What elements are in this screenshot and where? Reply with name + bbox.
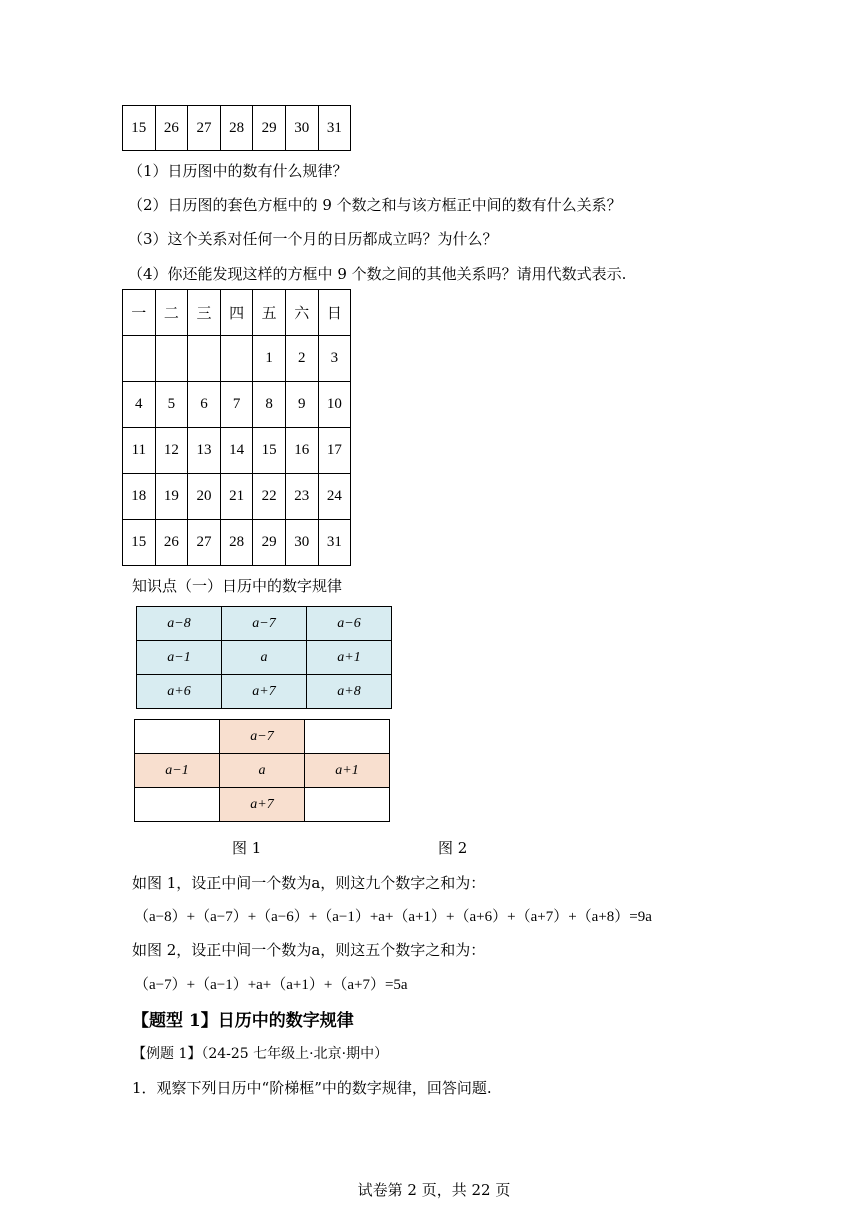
grid-cell: a+7 bbox=[222, 675, 307, 709]
table-cell: 8 bbox=[253, 382, 286, 428]
table-cell: 21 bbox=[220, 474, 253, 520]
table-cell: 9 bbox=[285, 382, 318, 428]
calendar-fragment-top bbox=[122, 105, 351, 151]
weekday-header: 日 bbox=[318, 290, 351, 336]
explanation-2: 如图 2，设正中间一个数为a，则这五个数字之和为： bbox=[132, 941, 486, 959]
table-row bbox=[123, 382, 351, 428]
grid-cell: a+1 bbox=[305, 754, 390, 788]
table-cell: 24 bbox=[318, 474, 351, 520]
grid-cell: a bbox=[220, 754, 305, 788]
table-cell: 6 bbox=[188, 382, 221, 428]
question-3: （3）这个关系对任何一个月的日历都成立吗？为什么？ bbox=[128, 230, 498, 248]
grid-cell bbox=[135, 720, 220, 754]
table-row bbox=[123, 336, 351, 382]
figure-2-caption: 图 2 bbox=[438, 839, 468, 857]
weekday-header: 二 bbox=[155, 290, 188, 336]
figure-1-grid bbox=[136, 606, 392, 709]
table-cell: 10 bbox=[318, 382, 351, 428]
calendar-table bbox=[122, 289, 351, 566]
weekday-header: 五 bbox=[253, 290, 286, 336]
table-cell: 17 bbox=[318, 428, 351, 474]
table-row bbox=[123, 520, 351, 566]
table-cell: 27 bbox=[188, 520, 221, 566]
grid-cell bbox=[305, 720, 390, 754]
grid-cell: a bbox=[222, 641, 307, 675]
question-4: （4）你还能发现这样的方框中 9 个数之间的其他关系吗？请用代数式表示. bbox=[128, 265, 627, 283]
grid-cell: a−6 bbox=[307, 607, 392, 641]
table-row bbox=[123, 474, 351, 520]
grid-cell: a+8 bbox=[307, 675, 392, 709]
table-cell: 23 bbox=[285, 474, 318, 520]
table-cell: 15 bbox=[123, 520, 156, 566]
explanation-1: 如图 1，设正中间一个数为a，则这九个数字之和为： bbox=[132, 874, 486, 892]
table-cell: 22 bbox=[253, 474, 286, 520]
page-footer: 试卷第 2 页，共 22 页 bbox=[357, 1181, 511, 1199]
example-label: 【例题 1】（24-25 七年级上·北京·期中） bbox=[132, 1046, 389, 1062]
table-cell: 29 bbox=[253, 106, 286, 151]
question-1: （1）日历图中的数有什么规律？ bbox=[128, 162, 348, 180]
weekday-header: 三 bbox=[188, 290, 221, 336]
grid-cell bbox=[135, 788, 220, 822]
table-cell: 26 bbox=[155, 520, 188, 566]
table-row bbox=[137, 607, 392, 641]
problem-text: 1．观察下列日历中“阶梯框”中的数字规律，回答问题. bbox=[132, 1079, 492, 1097]
table-row bbox=[123, 106, 351, 151]
table-cell: 16 bbox=[285, 428, 318, 474]
grid-cell: a−1 bbox=[137, 641, 222, 675]
table-cell: 1 bbox=[253, 336, 286, 382]
table-cell: 5 bbox=[155, 382, 188, 428]
table-row bbox=[123, 428, 351, 474]
table-cell bbox=[123, 336, 156, 382]
equation-2: （a−7）+（a−1）+a+（a+1）+（a+7）=5a bbox=[134, 977, 408, 993]
grid-cell: a−8 bbox=[137, 607, 222, 641]
table-cell: 3 bbox=[318, 336, 351, 382]
table-cell: 13 bbox=[188, 428, 221, 474]
table-cell bbox=[220, 336, 253, 382]
grid-cell: a−7 bbox=[220, 720, 305, 754]
grid-cell: a−7 bbox=[222, 607, 307, 641]
question-2: （2）日历图的套色方框中的 9 个数之和与该方框正中间的数有什么关系？ bbox=[128, 196, 622, 214]
table-cell: 15 bbox=[123, 106, 156, 151]
grid-cell bbox=[305, 788, 390, 822]
table-cell bbox=[155, 336, 188, 382]
table-cell: 28 bbox=[220, 520, 253, 566]
table-row bbox=[135, 754, 390, 788]
table-cell: 26 bbox=[155, 106, 188, 151]
table-header-row bbox=[123, 290, 351, 336]
table-cell bbox=[188, 336, 221, 382]
table-cell: 14 bbox=[220, 428, 253, 474]
equation-1: （a−8）+（a−7）+（a−6）+（a−1）+a+（a+1）+（a+6）+（a+7）+（a+8）=9a bbox=[134, 909, 652, 925]
table-cell: 28 bbox=[220, 106, 253, 151]
table-cell: 19 bbox=[155, 474, 188, 520]
grid-cell: a+6 bbox=[137, 675, 222, 709]
grid-cell: a+1 bbox=[307, 641, 392, 675]
table-cell: 20 bbox=[188, 474, 221, 520]
table-cell: 30 bbox=[285, 520, 318, 566]
figure-1-caption: 图 1 bbox=[232, 839, 262, 857]
grid-cell: a+7 bbox=[220, 788, 305, 822]
table-row bbox=[135, 788, 390, 822]
table-cell: 7 bbox=[220, 382, 253, 428]
table-cell: 27 bbox=[188, 106, 221, 151]
knowledge-title: 知识点（一）日历中的数字规律 bbox=[132, 577, 343, 595]
table-cell: 31 bbox=[318, 106, 351, 151]
figure-2-grid bbox=[134, 719, 390, 822]
table-cell: 2 bbox=[285, 336, 318, 382]
table-cell: 18 bbox=[123, 474, 156, 520]
table-row bbox=[137, 675, 392, 709]
table-cell: 15 bbox=[253, 428, 286, 474]
weekday-header: 六 bbox=[285, 290, 318, 336]
table-cell: 31 bbox=[318, 520, 351, 566]
weekday-header: 一 bbox=[123, 290, 156, 336]
table-cell: 12 bbox=[155, 428, 188, 474]
grid-cell: a−1 bbox=[135, 754, 220, 788]
table-cell: 4 bbox=[123, 382, 156, 428]
table-row bbox=[135, 720, 390, 754]
table-cell: 29 bbox=[253, 520, 286, 566]
table-cell: 30 bbox=[285, 106, 318, 151]
section-heading: 【题型 1】日历中的数字规律 bbox=[132, 1011, 354, 1031]
table-cell: 11 bbox=[123, 428, 156, 474]
table-row bbox=[137, 641, 392, 675]
weekday-header: 四 bbox=[220, 290, 253, 336]
